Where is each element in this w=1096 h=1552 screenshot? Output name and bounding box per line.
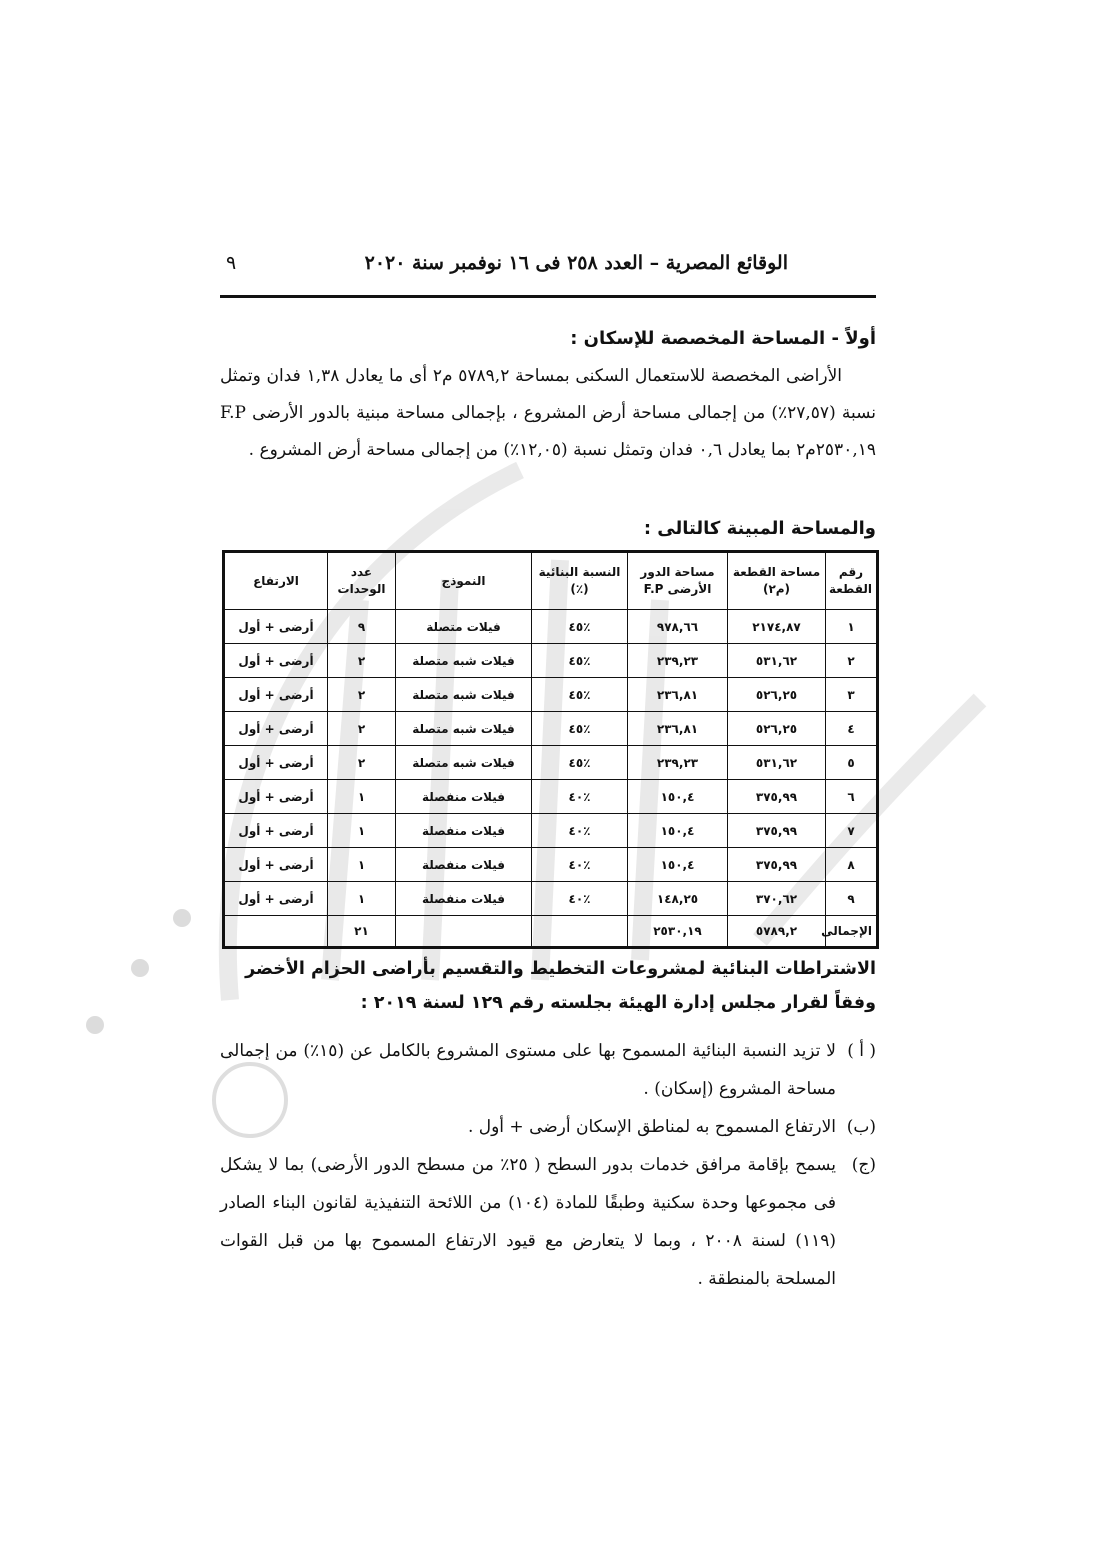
column-header: الارتفاع — [224, 552, 328, 610]
table-cell: ٢ — [328, 644, 396, 678]
table-cell: ١ — [328, 848, 396, 882]
table-cell: ٥ — [826, 746, 878, 780]
table-cell: ٢ — [328, 678, 396, 712]
table-row — [224, 882, 878, 916]
list-marker: ( أ ) — [847, 1041, 876, 1061]
table-cell: ٪٤٠ — [532, 780, 628, 814]
page-number: ٩ — [226, 252, 237, 274]
table-cell: ٣ — [826, 678, 878, 712]
table-cell: ٪٤٠ — [532, 882, 628, 916]
table-cell — [532, 916, 628, 948]
table-cell: ٪٤٠ — [532, 848, 628, 882]
table-cell: فيلات شبه متصلة — [396, 678, 532, 712]
list-item — [220, 1146, 876, 1298]
table-cell: فيلات منفصلة — [396, 780, 532, 814]
table-cell: أرضى + أول — [224, 882, 328, 916]
table-cell: ٩٧٨,٦٦ — [628, 610, 728, 644]
table-cell: أرضى + أول — [224, 678, 328, 712]
column-header: مساحة الدور الأرضى F.P — [628, 552, 728, 610]
table-cell: ٢٣٦,٨١ — [628, 712, 728, 746]
table-cell: ٪٤٥ — [532, 712, 628, 746]
table-cell: ٥٣١,٦٢ — [728, 644, 826, 678]
table-cell: ٪٤٥ — [532, 610, 628, 644]
table-cell: أرضى + أول — [224, 814, 328, 848]
list-marker: (ب) — [846, 1117, 876, 1137]
column-header: النموذج — [396, 552, 532, 610]
table-cell: ٢ — [826, 644, 878, 678]
table-cell: ٧ — [826, 814, 878, 848]
table-cell: ١ — [328, 882, 396, 916]
conditions-heading-line2: وفقاً لقرار مجلس إدارة الهيئة بجلسته رقم ١٢٩ لسنة ٢٠١٩ : — [360, 993, 876, 1013]
table-cell: ١٤٨,٢٥ — [628, 882, 728, 916]
section-heading: أولاً - المساحة المخصصة للإسكان : — [570, 328, 876, 349]
table-cell: ٤ — [826, 712, 878, 746]
table-total-row — [224, 916, 878, 948]
section-paragraph — [220, 358, 876, 469]
table-cell: فيلات منفصلة — [396, 814, 532, 848]
table-row — [224, 746, 878, 780]
table-cell: فيلات متصلة — [396, 610, 532, 644]
table-cell: ٥٣١,٦٢ — [728, 746, 826, 780]
plots-table — [222, 550, 879, 949]
table-cell: أرضى + أول — [224, 848, 328, 882]
table-row — [224, 712, 878, 746]
table-cell: ٨ — [826, 848, 878, 882]
table-cell: ٥٢٦,٢٥ — [728, 678, 826, 712]
table-cell: ٢ — [328, 746, 396, 780]
table-cell — [396, 916, 532, 948]
table-cell: ١٥٠,٤ — [628, 814, 728, 848]
table-cell: أرضى + أول — [224, 644, 328, 678]
table-cell: ٢٣٩,٢٣ — [628, 746, 728, 780]
table-cell: أرضى + أول — [224, 780, 328, 814]
table-row — [224, 848, 878, 882]
list-item-text: الارتفاع المسموح به لمناطق الإسكان أرضى + أول . — [467, 1117, 836, 1137]
list-item — [220, 1108, 876, 1146]
conditions-heading-line1: الاشتراطات البنائية لمشروعات التخطيط والتقسيم بأراضى الحزام الأخضر — [245, 959, 876, 979]
table-cell: ١ — [328, 814, 396, 848]
column-header: عدد الوحدات — [328, 552, 396, 610]
table-row — [224, 678, 878, 712]
list-marker: (ج) — [851, 1155, 876, 1175]
table-cell: فيلات شبه متصلة — [396, 644, 532, 678]
column-header: رقم القطعة — [826, 552, 878, 610]
table-cell: ٥٢٦,٢٥ — [728, 712, 826, 746]
table-cell: ٥٧٨٩,٢ — [728, 916, 826, 948]
table-cell: ٣٧٠,٦٢ — [728, 882, 826, 916]
table-cell: ١٥٠,٤ — [628, 848, 728, 882]
table-cell: ٢٣٩,٢٣ — [628, 644, 728, 678]
column-header: مساحة القطعة (م٢) — [728, 552, 826, 610]
table-cell: ١ — [328, 780, 396, 814]
table-cell: ٢١ — [328, 916, 396, 948]
table-cell: فيلات شبه متصلة — [396, 746, 532, 780]
list-item-text: يسمح بإقامة مرافق خدمات بدور السطح ( ٢٥٪ من مسطح الدور الأرضى) بما لا يشكل فى مجموعها وحدة سكنية وطبقًا للمادة (١٠٤) من اللائحة التنفيذية لقانون البناء الصادر (١١٩) لسنة ٢٠٠٨ ، وبما لا يتعارض مع قيود الارتفاع المسموح بها من قبل القوات المسلحة بالمنطقة . — [220, 1155, 837, 1289]
table-cell: ٪٤٥ — [532, 678, 628, 712]
table-body — [224, 610, 878, 948]
list-item-text: لا تزيد النسبة البنائية المسموح بها على مستوى المشروع بالكامل عن (١٥٪) من إجمالى مساحة المشروع (إسكان) . — [220, 1041, 836, 1099]
table-cell: ١٥٠,٤ — [628, 780, 728, 814]
header-divider — [220, 295, 876, 298]
table-cell: الإجمالى — [826, 916, 878, 948]
table-cell: فيلات منفصلة — [396, 848, 532, 882]
table-cell: ١ — [826, 610, 878, 644]
table-row — [224, 610, 878, 644]
table-cell — [224, 916, 328, 948]
paragraph-text: الأراضى المخصصة للاستعمال السكنى بمساحة ٥٧٨٩,٢ م٢ أى ما يعادل ١,٣٨ فدان وتمثل نسبة (٢٧,٥٧٪) من إجمالى مساحة أرض المشروع ، بإجمالى مساحة مبنية بالدور الأرضى F.P ٢٥٣٠,١٩م٢ بما يعادل ٠,٦ فدان وتمثل نسبة (١٢,٠٥٪) من إجمالى مساحة أرض المشروع . — [220, 366, 876, 460]
table-heading: والمساحة المبينة كالتالى : — [643, 518, 876, 539]
table-cell: أرضى + أول — [224, 746, 328, 780]
table-cell: ٪٤٥ — [532, 644, 628, 678]
table-row — [224, 644, 878, 678]
table-cell: ٦ — [826, 780, 878, 814]
table-cell: ٣٧٥,٩٩ — [728, 814, 826, 848]
table-row — [224, 814, 878, 848]
header-title: الوقائع المصرية – العدد ٢٥٨ فى ١٦ نوفمبر سنة ٢٠٢٠ — [364, 252, 788, 274]
table-cell: ٣٧٥,٩٩ — [728, 848, 826, 882]
conditions-heading — [220, 952, 876, 1020]
table-cell: ٢ — [328, 712, 396, 746]
table-header-row — [224, 552, 878, 610]
table-cell: ٢٣٦,٨١ — [628, 678, 728, 712]
table-cell: ٢٥٣٠,١٩ — [628, 916, 728, 948]
table-cell: أرضى + أول — [224, 712, 328, 746]
table-cell: ٢١٧٤,٨٧ — [728, 610, 826, 644]
table-cell: ٣٧٥,٩٩ — [728, 780, 826, 814]
table-cell: أرضى + أول — [224, 610, 328, 644]
conditions-list — [220, 1032, 876, 1298]
table-cell: فيلات شبه متصلة — [396, 712, 532, 746]
page-header — [220, 252, 876, 292]
table-cell: ٩ — [328, 610, 396, 644]
table-row — [224, 780, 878, 814]
table-cell: ٪٤٠ — [532, 814, 628, 848]
column-header: النسبة البنائية (٪) — [532, 552, 628, 610]
table-cell: فيلات منفصلة — [396, 882, 532, 916]
table-cell: ٩ — [826, 882, 878, 916]
table-cell: ٪٤٥ — [532, 746, 628, 780]
list-item — [220, 1032, 876, 1108]
